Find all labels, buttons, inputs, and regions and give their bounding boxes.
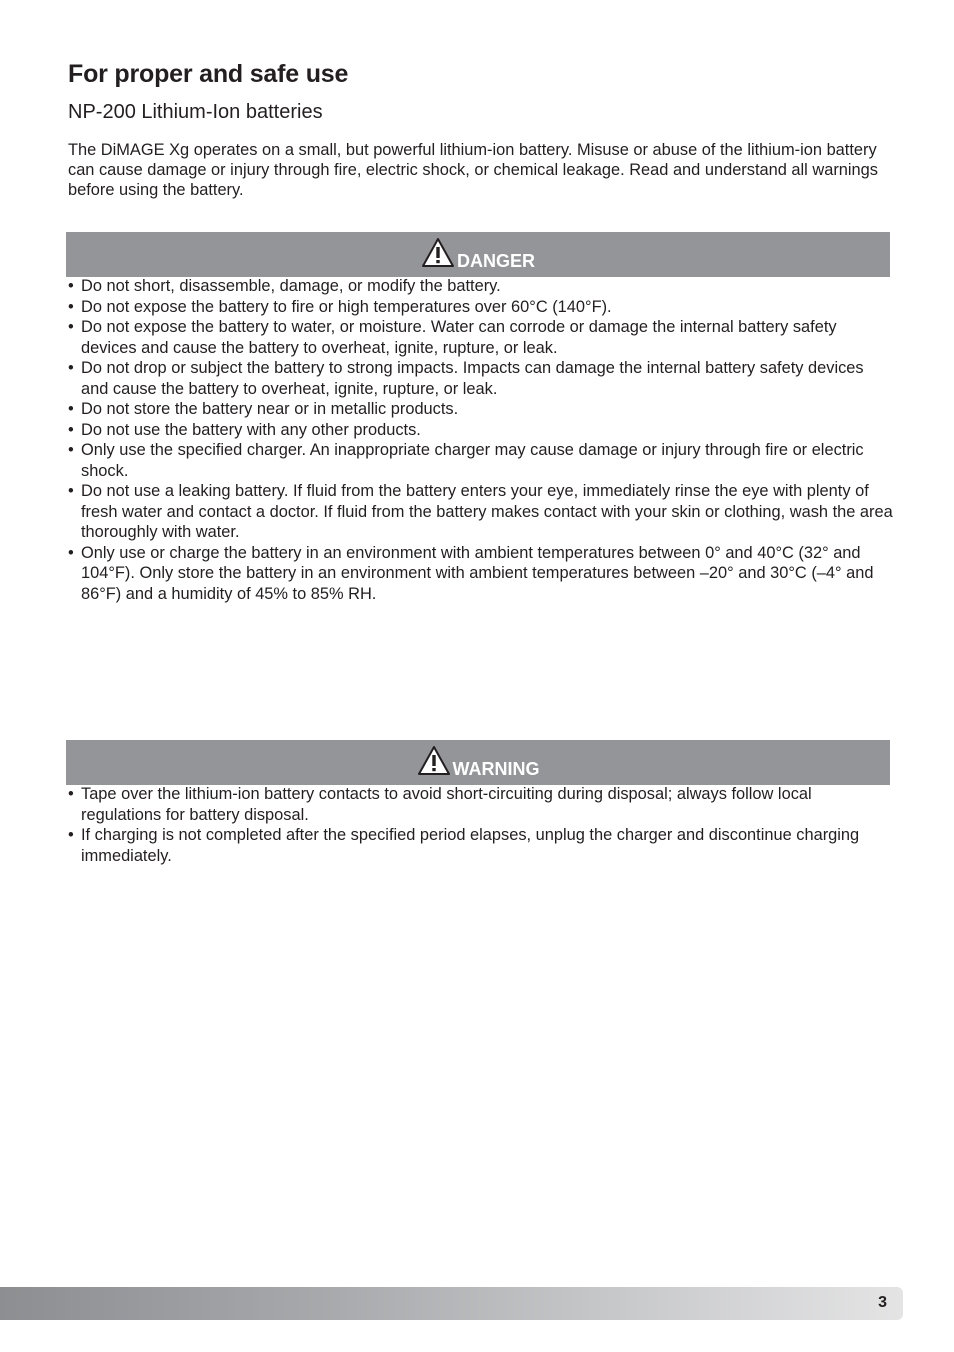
warning-label: WARNING bbox=[452, 759, 540, 779]
list-item: • Tape over the lithium-ion battery contacts to avoid short-circuiting during disposal; always follow local regulations for battery disposal. bbox=[68, 784, 894, 825]
page-title: For proper and safe use bbox=[68, 60, 349, 88]
footer-bar bbox=[0, 1287, 903, 1320]
warning-banner bbox=[66, 740, 890, 785]
danger-label: DANGER bbox=[456, 251, 535, 271]
warning-triangle-icon bbox=[421, 237, 455, 268]
list-item: • Do not short, disassemble, damage, or modify the battery. bbox=[68, 276, 894, 297]
warning-triangle-icon bbox=[417, 745, 451, 776]
section-subtitle: NP-200 Lithium-Ion batteries bbox=[68, 101, 323, 123]
danger-list bbox=[68, 276, 894, 604]
list-item: • Only use or charge the battery in an environment with ambient temperatures between 0° and 40°C (32° and 104°F). Only store the battery in an environment with ambient temperatures between –20° and 30°C (–4° and 86°F) and a humidity of 45% to 85% RH. bbox=[68, 543, 894, 605]
list-item: • Only use the specified charger. An inappropriate charger may cause damage or injury through fire or electric shock. bbox=[68, 440, 894, 481]
list-item: • Do not expose the battery to water, or moisture. Water can corrode or damage the internal battery safety devices and cause the battery to overheat, ignite, rupture, or leak. bbox=[68, 317, 894, 358]
list-item: • Do not drop or subject the battery to strong impacts. Impacts can damage the internal battery safety devices and cause the battery to overheat, ignite, rupture, or leak. bbox=[68, 358, 894, 399]
intro-paragraph: The DiMAGE Xg operates on a small, but powerful lithium-ion battery. Misuse or abuse of the lithium-ion battery can cause damage or injury through fire, electric shock, or chemical leakage. Read and understand all warnings before using the battery. bbox=[68, 141, 878, 199]
page-number: 3 bbox=[878, 1294, 887, 1311]
danger-banner bbox=[66, 232, 890, 277]
list-item: • Do not expose the battery to fire or high temperatures over 60°C (140°F). bbox=[68, 297, 894, 318]
list-item: • Do not use the battery with any other products. bbox=[68, 420, 894, 441]
list-item: • Do not use a leaking battery. If fluid from the battery enters your eye, immediately rinse the eye with plenty of fresh water and contact a doctor. If fluid from the battery makes contact with your skin or clothing, wash the area thoroughly with water. bbox=[68, 481, 894, 543]
list-item: • If charging is not completed after the specified period elapses, unplug the charger and discontinue charging immediately. bbox=[68, 825, 894, 866]
warning-list bbox=[68, 784, 894, 866]
list-item: • Do not store the battery near or in metallic products. bbox=[68, 399, 894, 420]
